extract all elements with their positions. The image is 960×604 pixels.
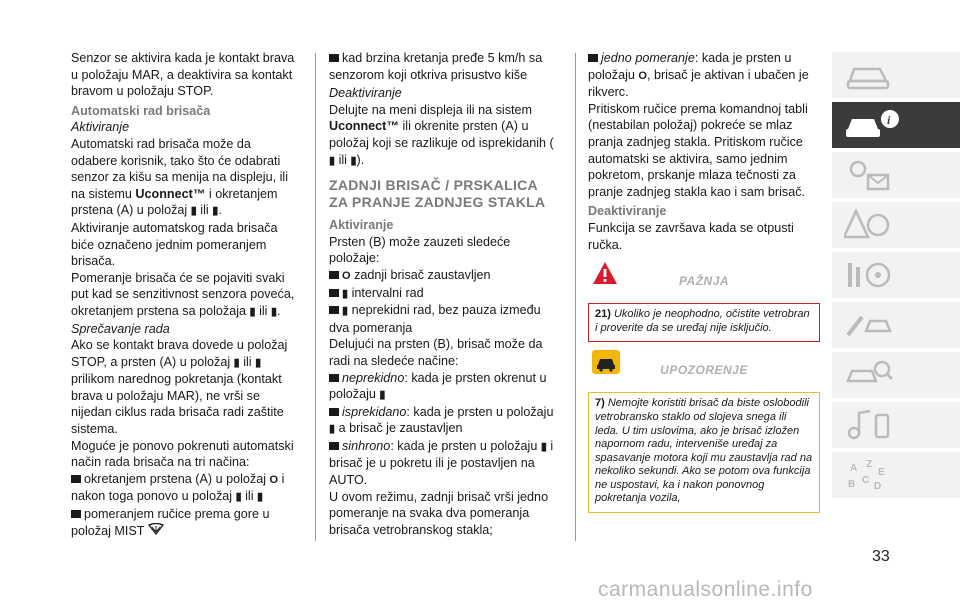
subheading: Sprečavanje rada: [71, 321, 170, 336]
caution-box: 7) Nemojte koristiti brisač da biste oslobodili vetrobransko staklo od slojeva snega ili leda. U tim uslovima, ako je brisač izložen napornom radu, interveniše uređaj za spasavanje motora koji mu zaustavlja rad na nekoliko sekundi. Ako se potom ova funkcija ne uspostavi, ka i nakon ponovnog pokretanja vozila,: [588, 392, 820, 513]
column-1: [71, 50, 299, 539]
list-item: neprekidno: kada je prsten okrenut u položaju ▮: [329, 370, 559, 404]
interval-icon: ▮: [235, 491, 242, 504]
alphabet-index-icon: [844, 457, 894, 493]
paragraph: Delujte na meni displeja ili na sistem Uconnect™ ili okrenite prsten (A) u položaj koji se razlikuje od isprekidanih (▮ ili ▮).: [329, 102, 559, 169]
column-divider-2: [575, 53, 576, 541]
paragraph: Funkcija se završava kada se otpusti ručka.: [588, 220, 794, 252]
warning-triangle-icon: [844, 207, 894, 243]
list-item: O zadnji brisač zaustavljen: [329, 267, 559, 285]
warning-box: 21) Ukoliko je neophodno, očistite vetrobran i proverite da se uređaj nije isključio.: [588, 303, 820, 342]
car-info-icon: [844, 107, 904, 143]
bullet-icon: [329, 374, 339, 382]
paragraph: Ako se kontakt brava dovede u položaj STOP, a prsten (A) u položaj ▮ ili ▮ prilikom narednog pokretanja (kontakt brava u položaju MAR), ne vrši se nijedan ciklus rada brisača radi zaštite sistema.: [71, 338, 288, 437]
paragraph: Pritiskom ručice prema komandnoj tabli (nestabilan položaj) pokreće se mlaz pranja zadnjeg stakla. Pritiskom ručice automatski se aktivira, samo jednim pokretom, prskanje mlaza tečnosti za pranje zadnjeg stakla kao i sam brisač.: [588, 101, 808, 199]
continuous-icon: ▮: [255, 356, 262, 369]
list-item: sinhrono: kada je prsten u položaju ▮ i brisač je u pokretu ili je postavljen na AUTO.: [329, 438, 554, 488]
bullet-icon: [329, 271, 339, 279]
continuous-icon: ▮: [257, 491, 264, 504]
subheading: Aktiviranje: [71, 120, 130, 135]
music-phone-icon: [844, 407, 894, 443]
svg-text:C: C: [862, 475, 870, 486]
lights-icon: [844, 157, 894, 193]
caution-title: UPOZORENJE: [660, 363, 748, 378]
svg-text:A: A: [850, 463, 858, 474]
warning-title: PAŽNJA: [678, 274, 730, 289]
list-item: okretanjem prstena (A) u položaj O i nakon toga ponovo u položaj ▮ ili ▮: [71, 471, 299, 506]
off-icon: O: [342, 269, 351, 282]
continuous-icon: ▮: [379, 389, 386, 402]
heading: Aktiviranje: [329, 218, 394, 233]
bullet-icon: [71, 510, 81, 518]
off-icon: O: [638, 69, 647, 82]
paragraph: Prsten (B) može zauzeti sledeće položaje:: [329, 234, 511, 266]
heading: Automatski rad brisača: [71, 103, 211, 118]
svg-text:i: i: [887, 113, 891, 127]
paragraph: Delujući na prsten (B), brisač može da radi na sledeće načine:: [329, 337, 543, 368]
svg-text:Z: Z: [866, 459, 873, 470]
paragraph: Pomeranje brisača će se pojaviti svaki put kad se senzitivnost senzora poveća, okretanjem prstena sa položaja ▮ ili ▮.: [71, 270, 299, 321]
chapter-tabs: [832, 52, 960, 502]
list-item: ▮ intervalni rad: [329, 285, 559, 303]
mist-icon: [148, 524, 164, 538]
subheading: Deaktiviranje: [329, 86, 402, 101]
interval-icon: ▮: [190, 205, 197, 218]
interval-icon: ▮: [329, 154, 336, 167]
svg-text:B: B: [848, 479, 856, 490]
column-3: [588, 50, 820, 513]
paragraph: U ovom režimu, zadnji brisač vrši jedno pomeranje na svaka dva pomeranja brisača vetrobranskog stakla;: [329, 489, 549, 537]
bullet-icon: [329, 408, 339, 416]
watermark: carmanualsonline.info: [598, 578, 813, 601]
tab-info[interactable]: [832, 102, 960, 148]
list-item: ▮ neprekidni rad, bez pauza između dva pomeranja: [329, 303, 541, 335]
paragraph: Automatski rad brisača može da odabere korisnik, tako što će odabrati senzor za kišu sa menija na displeju, ili na sistemu Uconnect™ i okretanjem prstena (A) u položaj ▮ ili ▮.: [71, 136, 299, 220]
column-divider-1: [315, 53, 316, 541]
interval-icon: ▮: [540, 440, 547, 453]
list-item: isprekidano: kada je prsten u položaju ▮ a brisač je zaustavljen: [329, 404, 559, 438]
list-item: jedno pomeranje: kada je prsten u položaju O, brisač je aktivan i ubačen je rikverc.: [588, 51, 809, 100]
tab-maintenance[interactable]: [832, 352, 960, 398]
off-icon: O: [269, 473, 279, 486]
list-item: kad brzina kretanja pređe 5 km/h sa senzorom koji otkriva prisustvo kiše: [329, 51, 543, 82]
bullet-icon: [588, 54, 598, 62]
bullet-icon: [71, 475, 81, 483]
interval-icon: ▮: [233, 356, 240, 369]
paragraph: Moguće je ponovo pokrenuti automatski način rada brisača na tri načina:: [71, 438, 294, 470]
svg-text:D: D: [874, 481, 882, 492]
car-dashboard-icon: [844, 57, 894, 93]
tab-lights[interactable]: [832, 152, 960, 198]
tab-emergency[interactable]: [832, 302, 960, 348]
svg-text:E: E: [878, 467, 885, 478]
wrench-car-icon: [844, 307, 894, 343]
bullet-icon: [329, 442, 339, 450]
continuous-icon: ▮: [350, 154, 357, 167]
list-item: pomeranjem ručice prema gore u položaj MIST: [71, 507, 270, 538]
bullet-icon: [329, 54, 339, 62]
bullet-icon: [329, 289, 339, 297]
tab-driving[interactable]: [832, 252, 960, 298]
bullet-icon: [329, 306, 339, 314]
page-number: 33: [872, 548, 890, 565]
car-search-icon: [844, 357, 894, 393]
tools-steering-icon: [844, 257, 894, 293]
heading: Deaktiviranje: [588, 204, 667, 219]
warning-block: [588, 263, 820, 342]
interval-icon: ▮: [249, 305, 256, 318]
tab-multimedia[interactable]: [832, 402, 960, 448]
continuous-icon: ▮: [342, 305, 349, 318]
column-2: [329, 50, 559, 538]
interval-icon: ▮: [342, 287, 349, 300]
interval-icon: ▮: [329, 423, 336, 436]
paragraph: Senzor se aktivira kada je kontakt brava u položaju MAR, a deaktivira sa kontakt bravom u položaju STOP.: [71, 51, 295, 99]
caution-block: [588, 352, 820, 513]
tab-index[interactable]: [832, 452, 960, 498]
continuous-icon: ▮: [270, 305, 278, 318]
paragraph: Aktiviranje automatskog rada brisača biće označeno jednim pomeranjem brisača.: [71, 220, 278, 269]
tab-dashboard[interactable]: [832, 52, 960, 98]
continuous-icon: ▮: [212, 205, 219, 218]
tab-safety[interactable]: [832, 202, 960, 248]
section-title: ZADNJI BRISAČ / PRSKALICA ZA PRANJE ZADNJEG STAKLA: [329, 177, 546, 211]
